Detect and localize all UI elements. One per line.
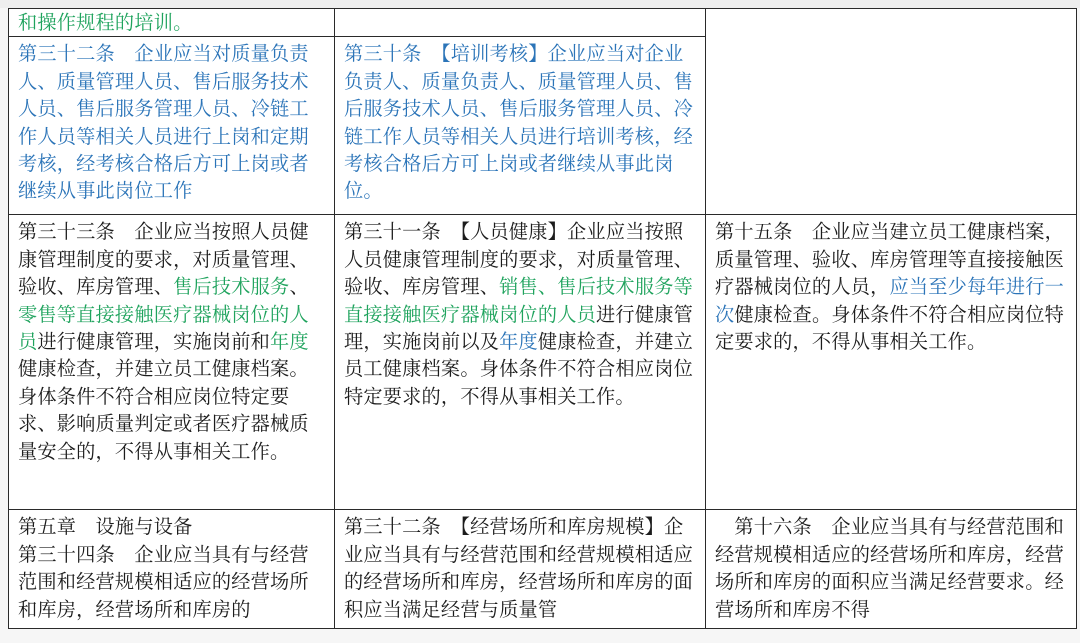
table-row — [9, 510, 1077, 629]
table-cell — [335, 215, 706, 510]
cell-text: 第三十四条 企业应当具有与经营范围和经营规模相适应的经营场所和库房，经营场所和库房的 — [18, 542, 309, 621]
table-row — [9, 215, 1077, 510]
highlight-text: 零售等直接接触医疗器械岗位的人员 — [18, 302, 309, 354]
cell-text: 和操作规程的培训。 — [18, 11, 193, 34]
cell-text: 第三十二条 【经营场所和库房规模】企业应当具有与经营范围和经营规模相适应的经营场所和库房，经营场所和库房的面积应当满足经营与质量管 — [344, 515, 693, 621]
cell-text: 第三十条 【培训考核】企业应当对企业负责人、质量负责人、质量管理人员、售后服务技术人员、售后服务管理人员、冷链工作人员等相关人员进行培训考核，经考核合格后方可上岗或者继续从事此岗位。 — [344, 42, 693, 203]
table-cell — [335, 510, 706, 629]
table-cell — [706, 510, 1077, 629]
cell-text: 健康检查，并建立员工健康档案。身体条件不符合相应岗位特定要求、影响质量判定或者医疗器械质量安全的，不得从事相关工作。 — [18, 357, 309, 463]
table-cell — [9, 37, 335, 215]
cell-text: 第十六条 企业应当具有与经营范围和经营规模相适应的经营场所和库房，经营场所和库房的面积应当满足经营要求。经营场所和库房不得 — [715, 515, 1064, 621]
cell-text: 第三十二条 企业应当对质量负责人、质量管理人员、售后服务技术人员、售后服务管理人员、冷链工作人员等相关人员进行上岗和定期考核，经考核合格后方可上岗或者继续从事此岗位工作 — [18, 42, 309, 203]
table-row — [9, 9, 1077, 37]
top-band — [0, 0, 1080, 8]
table-cell — [706, 9, 1077, 215]
cell-text: 第十五条 企业应当建立员工健康档案，质量管理、验收、库房管理等直接接触医疗器械岗位的人员， — [715, 220, 1064, 299]
regulation-comparison-table — [8, 8, 1077, 629]
cell-text: 健康检查，并建立员工健康档案。身体条件不符合相应岗位特定要求的，不得从事相关工作。 — [344, 330, 693, 408]
cell-text: 健康检查。身体条件不符合相应岗位特定要求的，不得从事相关工作。 — [715, 302, 1064, 354]
cell-text: 第三十三条 企业应当按照人员健康管理制度的要求，对质量管理、验收、库房管理、 — [18, 220, 309, 299]
cell-text: 进行健康管理，实施岗前和 — [37, 330, 271, 354]
highlight-text: 年度 — [499, 330, 538, 354]
cell-text: 、 — [289, 275, 309, 299]
cell-text: 进行健康管理，实施岗前以及 — [344, 302, 693, 354]
cell-text: 第三十一条 【人员健康】企业应当按照人员健康管理制度的要求，对质量管理、验收、库房管理、 — [344, 220, 693, 299]
highlight-text: 销售、售后技术服务等直接接触医疗器械岗位的人员 — [344, 275, 693, 326]
table-cell — [9, 9, 335, 37]
highlight-text: 售后技术服务 — [173, 275, 290, 299]
chapter-heading: 第五章 设施与设备 — [18, 515, 193, 539]
table-cell — [335, 37, 706, 215]
table-cell — [335, 9, 706, 37]
highlight-text: 年度 — [270, 330, 309, 354]
highlight-text: 应当至少每年进行一次 — [715, 275, 1064, 326]
table-cell — [9, 215, 335, 510]
table-cell — [706, 215, 1077, 510]
table-cell — [9, 510, 335, 629]
